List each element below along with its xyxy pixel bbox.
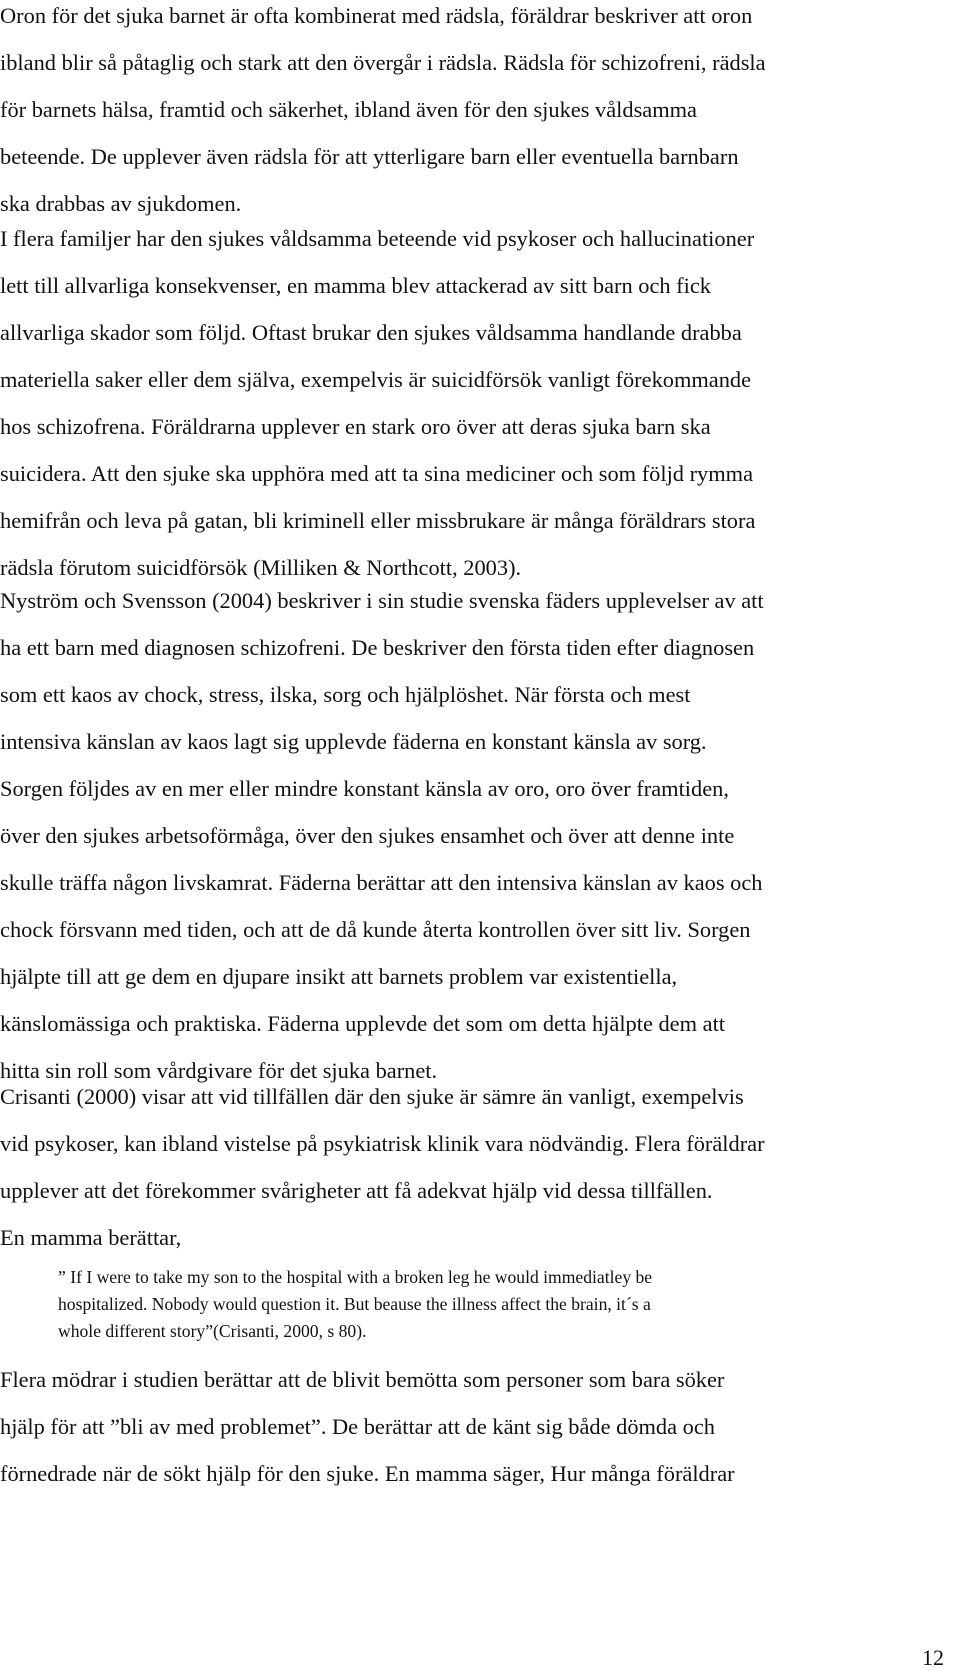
text-line: Flera mödrar i studien berättar att de blivit bemötta som personer som bara söker	[0, 1367, 725, 1392]
text-line: materiella saker eller dem själva, exempelvis är suicidförsök vanligt förekommande	[0, 367, 752, 392]
quote-line: whole different story”(Crisanti, 2000, s 80).	[58, 1321, 367, 1341]
text-line: hitta sin roll som vårdgivare för det sjuka barnet.	[0, 1058, 438, 1083]
text-line: hemifrån och leva på gatan, bli kriminell eller missbrukare är många föräldrars stora	[0, 508, 756, 533]
paragraph-crisanti	[0, 1073, 952, 1261]
text-line: En mamma berättar,	[0, 1225, 182, 1250]
text-line: vid psykoser, kan ibland vistelse på psykiatrisk klinik vara nödvändig. Flera föräldrar	[0, 1131, 765, 1156]
text-line: Oron för det sjuka barnet är ofta kombinerat med rädsla, föräldrar beskriver att oron	[0, 3, 753, 28]
text-line: rädsla förutom suicidförsök (Milliken & Northcott, 2003).	[0, 555, 522, 580]
page-number: 12	[922, 1645, 944, 1670]
text-line: känslomässiga och praktiska. Fäderna upplevde det som om detta hjälpte dem att	[0, 1011, 726, 1036]
text-line: hjälp för att ”bli av med problemet”. De berättar att de känt sig både dömda och	[0, 1414, 715, 1439]
text-line: lett till allvarliga konsekvenser, en mamma blev attackerad av sitt barn och fick	[0, 273, 711, 298]
text-line: intensiva känslan av kaos lagt sig upplevde fäderna en konstant känsla av sorg.	[0, 729, 707, 754]
quote-line: hospitalized. Nobody would question it. But beause the illness affect the brain, it´s a	[58, 1294, 651, 1314]
paragraph-mothers	[0, 1356, 952, 1497]
text-line: som ett kaos av chock, stress, ilska, sorg och hjälplöshet. När första och mest	[0, 682, 691, 707]
text-line: ibland blir så påtaglig och stark att den övergår i rädsla. Rädsla för schizofreni, rädsla	[0, 50, 766, 75]
paragraph-violence	[0, 215, 952, 591]
text-line: beteende. De upplever även rädsla för att ytterligare barn eller eventuella barnbarn	[0, 144, 739, 169]
text-line: förnedrade när de sökt hjälp för den sjuke. En mamma säger, Hur många föräldrar	[0, 1461, 735, 1486]
paragraph-fear	[0, 0, 952, 227]
text-line: Crisanti (2000) visar att vid tillfällen där den sjuke är sämre än vanligt, exempelvis	[0, 1084, 744, 1109]
text-line: I flera familjer har den sjukes våldsamma beteende vid psykoser och hallucinationer	[0, 226, 755, 251]
paragraph-fathers	[0, 577, 952, 1094]
text-line: ha ett barn med diagnosen schizofreni. De beskriver den första tiden efter diagnosen	[0, 635, 755, 660]
text-line: Nyström och Svensson (2004) beskriver i sin studie svenska fäders upplevelser av att	[0, 588, 764, 613]
text-line: hjälpte till att ge dem en djupare insikt att barnets problem var existentiella,	[0, 964, 678, 989]
text-line: chock försvann med tiden, och att de då kunde återta kontrollen över sitt liv. Sorgen	[0, 917, 751, 942]
text-line: skulle träffa någon livskamrat. Fäderna berättar att den intensiva känslan av kaos och	[0, 870, 763, 895]
text-line: upplever att det förekommer svårigheter att få adekvat hjälp vid dessa tillfällen.	[0, 1178, 713, 1203]
text-line: suicidera. Att den sjuke ska upphöra med att ta sina mediciner och som följd rymma	[0, 461, 754, 486]
text-line: ska drabbas av sjukdomen.	[0, 191, 242, 216]
text-line: allvarliga skador som följd. Oftast brukar den sjukes våldsamma handlande drabba	[0, 320, 742, 345]
text-line: över den sjukes arbetsoförmåga, över den sjukes ensamhet och över att denne inte	[0, 823, 735, 848]
text-line: Sorgen följdes av en mer eller mindre konstant känsla av oro, oro över framtiden,	[0, 776, 729, 801]
block-quote	[58, 1264, 938, 1345]
quote-line: ” If I were to take my son to the hospital with a broken leg he would immediatley be	[58, 1267, 653, 1287]
text-line: för barnets hälsa, framtid och säkerhet, ibland även för den sjukes våldsamma	[0, 97, 697, 122]
text-line: hos schizofrena. Föräldrarna upplever en stark oro över att deras sjuka barn ska	[0, 414, 711, 439]
